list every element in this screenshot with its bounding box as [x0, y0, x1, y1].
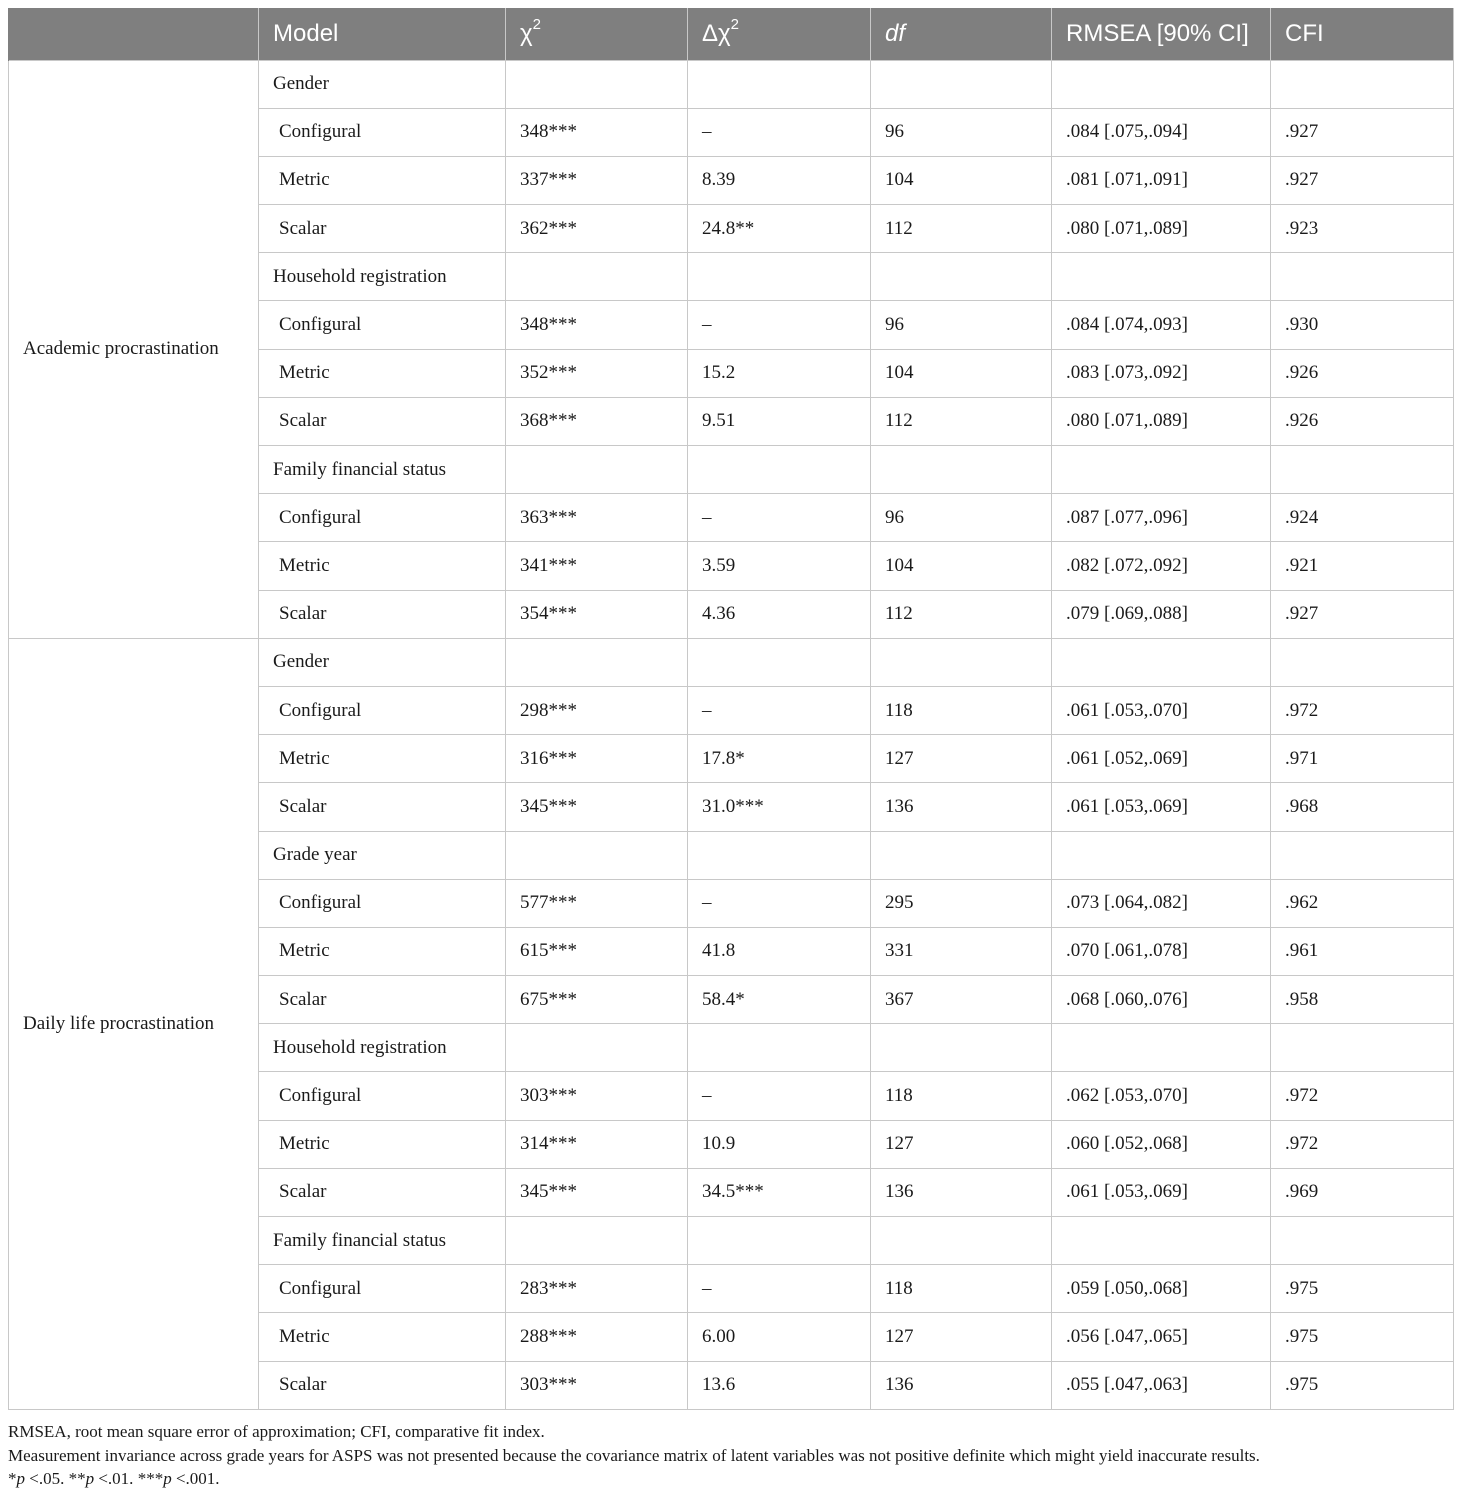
df-cell: 118 [871, 1265, 1052, 1313]
empty-cell [506, 253, 688, 301]
chi2-cell: 298*** [506, 686, 688, 734]
rmsea-cell: .059 [.050,.068] [1052, 1265, 1271, 1313]
rmsea-cell: .055 [.047,.063] [1052, 1361, 1271, 1409]
df-cell: 112 [871, 205, 1052, 253]
chi2-cell: 345*** [506, 783, 688, 831]
empty-cell [506, 1024, 688, 1072]
delta-chi2-cell: – [688, 686, 871, 734]
df-cell: 295 [871, 879, 1052, 927]
df-cell: 367 [871, 976, 1052, 1024]
cfi-cell: .924 [1271, 494, 1454, 542]
rmsea-cell: .080 [.071,.089] [1052, 397, 1271, 445]
rmsea-cell: .084 [.075,.094] [1052, 108, 1271, 156]
model-cell: Metric [259, 735, 506, 783]
cfi-cell: .921 [1271, 542, 1454, 590]
delta-chi2-cell: 4.36 [688, 590, 871, 638]
group-label: Household registration [259, 253, 506, 301]
header-chi2: $\chi^2$ [506, 8, 688, 60]
empty-cell [871, 253, 1052, 301]
delta-chi2-cell: – [688, 301, 871, 349]
df-cell: 136 [871, 1361, 1052, 1409]
cfi-cell: .972 [1271, 686, 1454, 734]
chi2-cell: 341*** [506, 542, 688, 590]
empty-cell [506, 638, 688, 686]
note-abbreviations: RMSEA, root mean square error of approximation; CFI, comparative fit index. [8, 1422, 545, 1441]
rmsea-cell: .056 [.047,.065] [1052, 1313, 1271, 1361]
chi2-cell: 615*** [506, 927, 688, 975]
model-cell: Configural [259, 108, 506, 156]
cfi-cell: .975 [1271, 1313, 1454, 1361]
df-cell: 136 [871, 1168, 1052, 1216]
chi2-cell: 314*** [506, 1120, 688, 1168]
group-label: Household registration [259, 1024, 506, 1072]
df-cell: 127 [871, 1313, 1052, 1361]
cfi-cell: .962 [1271, 879, 1454, 927]
delta-chi2-cell: – [688, 879, 871, 927]
cfi-cell: .961 [1271, 927, 1454, 975]
header-row [9, 8, 1454, 60]
model-cell: Configural [259, 301, 506, 349]
model-cell: Scalar [259, 397, 506, 445]
model-cell: Scalar [259, 1361, 506, 1409]
delta-chi2-cell: 3.59 [688, 542, 871, 590]
chi2-cell: 345*** [506, 1168, 688, 1216]
rmsea-cell: .080 [.071,.089] [1052, 205, 1271, 253]
chi2-cell: 316*** [506, 735, 688, 783]
empty-cell [1271, 60, 1454, 108]
chi2-cell: 363*** [506, 494, 688, 542]
rmsea-cell: .061 [.053,.069] [1052, 1168, 1271, 1216]
delta-chi2-cell: 9.51 [688, 397, 871, 445]
chi2-cell: 577*** [506, 879, 688, 927]
empty-cell [688, 831, 871, 879]
delta-chi2-cell: – [688, 1265, 871, 1313]
empty-cell [688, 60, 871, 108]
rmsea-cell: .073 [.064,.082] [1052, 879, 1271, 927]
empty-cell [1271, 446, 1454, 494]
delta-chi2-cell: 10.9 [688, 1120, 871, 1168]
empty-cell [1271, 253, 1454, 301]
empty-cell [1271, 1024, 1454, 1072]
df-cell: 104 [871, 542, 1052, 590]
header-delta-chi2: $\Delta\chi^2$ [688, 8, 871, 60]
rmsea-cell: .083 [.073,.092] [1052, 349, 1271, 397]
empty-cell [871, 446, 1052, 494]
empty-cell [1052, 1024, 1271, 1072]
group-row [9, 60, 1454, 108]
rmsea-cell: .087 [.077,.096] [1052, 494, 1271, 542]
df-cell: 104 [871, 349, 1052, 397]
cfi-cell: .927 [1271, 108, 1454, 156]
chi2-cell: 348*** [506, 108, 688, 156]
empty-cell [871, 1024, 1052, 1072]
model-cell: Configural [259, 686, 506, 734]
empty-cell [506, 1217, 688, 1265]
model-cell: Metric [259, 927, 506, 975]
empty-cell [871, 831, 1052, 879]
df-cell: 112 [871, 397, 1052, 445]
df-cell: 96 [871, 301, 1052, 349]
empty-cell [688, 638, 871, 686]
delta-chi2-cell: 13.6 [688, 1361, 871, 1409]
df-cell: 104 [871, 156, 1052, 204]
df-cell: 136 [871, 783, 1052, 831]
cfi-cell: .975 [1271, 1265, 1454, 1313]
cfi-cell: .923 [1271, 205, 1454, 253]
df-cell: 127 [871, 1120, 1052, 1168]
note-significance: *p <.05. **p <.01. ***p <.001. [8, 1469, 220, 1488]
model-cell: Configural [259, 879, 506, 927]
cfi-cell: .971 [1271, 735, 1454, 783]
empty-cell [1271, 638, 1454, 686]
note-invariance: Measurement invariance across grade years for ASPS was not presented because the covariance matrix of latent variables was not positive definite which might yield inaccurate results. [8, 1445, 1260, 1465]
model-cell: Scalar [259, 783, 506, 831]
cfi-cell: .930 [1271, 301, 1454, 349]
rmsea-cell: .082 [.072,.092] [1052, 542, 1271, 590]
model-cell: Scalar [259, 976, 506, 1024]
chi2-cell: 362*** [506, 205, 688, 253]
rmsea-cell: .070 [.061,.078] [1052, 927, 1271, 975]
cfi-cell: .972 [1271, 1072, 1454, 1120]
group-label: Gender [259, 60, 506, 108]
empty-cell [688, 253, 871, 301]
table-body [9, 60, 1454, 1409]
empty-cell [1052, 60, 1271, 108]
model-cell: Metric [259, 542, 506, 590]
empty-cell [1052, 1217, 1271, 1265]
df-cell: 331 [871, 927, 1052, 975]
chi2-cell: 288*** [506, 1313, 688, 1361]
cfi-cell: .927 [1271, 156, 1454, 204]
rmsea-cell: .060 [.052,.068] [1052, 1120, 1271, 1168]
model-cell: Metric [259, 156, 506, 204]
empty-cell [871, 60, 1052, 108]
chi2-cell: 303*** [506, 1361, 688, 1409]
header-df: df [871, 8, 1052, 60]
empty-cell [688, 446, 871, 494]
empty-cell [871, 638, 1052, 686]
chi2-cell: 337*** [506, 156, 688, 204]
model-cell: Metric [259, 1313, 506, 1361]
chi2-cell: 283*** [506, 1265, 688, 1313]
table-notes [8, 1420, 1448, 1491]
cfi-cell: .926 [1271, 349, 1454, 397]
rmsea-cell: .084 [.074,.093] [1052, 301, 1271, 349]
model-cell: Scalar [259, 205, 506, 253]
cfi-cell: .927 [1271, 590, 1454, 638]
cfi-cell: .969 [1271, 1168, 1454, 1216]
df-cell: 118 [871, 1072, 1052, 1120]
df-cell: 112 [871, 590, 1052, 638]
empty-cell [506, 446, 688, 494]
delta-chi2-cell: 24.8** [688, 205, 871, 253]
empty-cell [1052, 446, 1271, 494]
cfi-cell: .968 [1271, 783, 1454, 831]
delta-chi2-cell: – [688, 1072, 871, 1120]
df-cell: 127 [871, 735, 1052, 783]
group-label: Family financial status [259, 446, 506, 494]
model-cell: Metric [259, 1120, 506, 1168]
delta-chi2-cell: 41.8 [688, 927, 871, 975]
delta-chi2-cell: 17.8* [688, 735, 871, 783]
empty-cell [1271, 831, 1454, 879]
df-cell: 96 [871, 108, 1052, 156]
empty-cell [1052, 253, 1271, 301]
header-blank [9, 8, 259, 60]
delta-chi2-cell: 15.2 [688, 349, 871, 397]
model-cell: Configural [259, 1265, 506, 1313]
rmsea-cell: .061 [.053,.069] [1052, 783, 1271, 831]
model-cell: Metric [259, 349, 506, 397]
empty-cell [688, 1217, 871, 1265]
empty-cell [1271, 1217, 1454, 1265]
model-cell: Scalar [259, 590, 506, 638]
delta-chi2-cell: 8.39 [688, 156, 871, 204]
empty-cell [688, 1024, 871, 1072]
delta-chi2-cell: 58.4* [688, 976, 871, 1024]
rmsea-cell: .061 [.052,.069] [1052, 735, 1271, 783]
delta-chi2-cell: 34.5*** [688, 1168, 871, 1216]
empty-cell [506, 60, 688, 108]
header-rmsea: RMSEA [90% CI] [1052, 8, 1271, 60]
chi2-cell: 675*** [506, 976, 688, 1024]
group-label: Family financial status [259, 1217, 506, 1265]
group-label: Gender [259, 638, 506, 686]
rmsea-cell: .061 [.053,.070] [1052, 686, 1271, 734]
chi2-cell: 354*** [506, 590, 688, 638]
group-label: Grade year [259, 831, 506, 879]
chi2-cell: 303*** [506, 1072, 688, 1120]
rmsea-cell: .068 [.060,.076] [1052, 976, 1271, 1024]
delta-chi2-cell: 31.0*** [688, 783, 871, 831]
cfi-cell: .972 [1271, 1120, 1454, 1168]
header-model: Model [259, 8, 506, 60]
chi2-cell: 368*** [506, 397, 688, 445]
rmsea-cell: .081 [.071,.091] [1052, 156, 1271, 204]
df-cell: 96 [871, 494, 1052, 542]
model-cell: Configural [259, 1072, 506, 1120]
empty-cell [1052, 831, 1271, 879]
rmsea-cell: .062 [.053,.070] [1052, 1072, 1271, 1120]
model-cell: Scalar [259, 1168, 506, 1216]
rmsea-cell: .079 [.069,.088] [1052, 590, 1271, 638]
chi2-cell: 352*** [506, 349, 688, 397]
header-cfi: CFI [1271, 8, 1454, 60]
empty-cell [506, 831, 688, 879]
delta-chi2-cell: 6.00 [688, 1313, 871, 1361]
section-label: Daily life procrastination [9, 638, 259, 1409]
delta-chi2-cell: – [688, 494, 871, 542]
invariance-table [8, 8, 1454, 1410]
cfi-cell: .926 [1271, 397, 1454, 445]
delta-chi2-cell: – [688, 108, 871, 156]
df-cell: 118 [871, 686, 1052, 734]
chi2-cell: 348*** [506, 301, 688, 349]
cfi-cell: .958 [1271, 976, 1454, 1024]
section-label: Academic procrastination [9, 60, 259, 638]
group-row [9, 638, 1454, 686]
empty-cell [1052, 638, 1271, 686]
empty-cell [871, 1217, 1052, 1265]
cfi-cell: .975 [1271, 1361, 1454, 1409]
model-cell: Configural [259, 494, 506, 542]
